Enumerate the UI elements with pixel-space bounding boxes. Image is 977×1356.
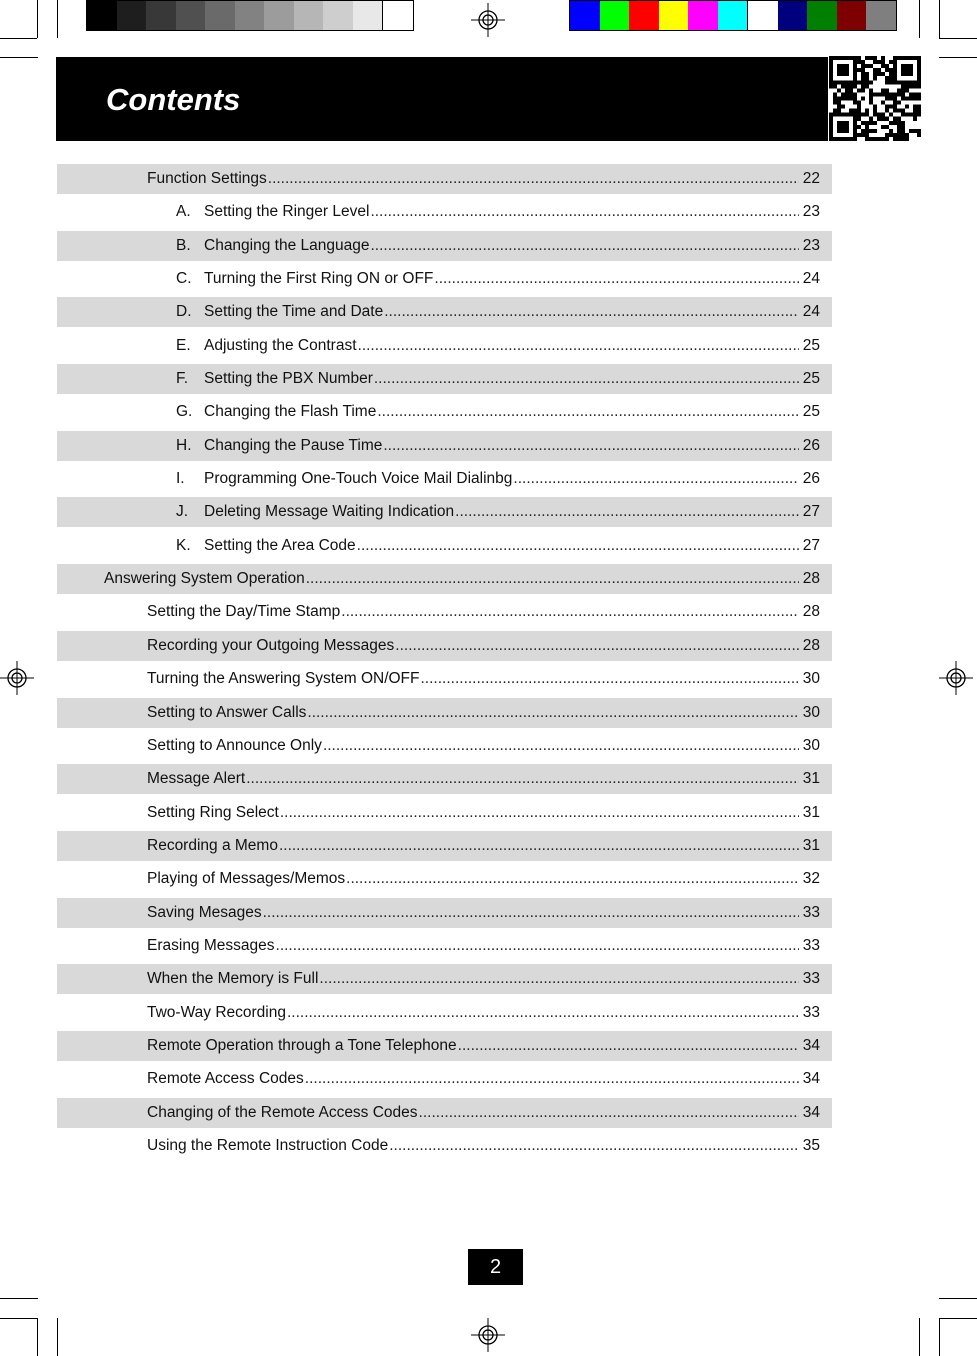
toc-entry-title: Answering System Operation [104,570,305,588]
dot-leader [268,170,799,188]
toc-entry-title: Changing the Language [204,236,370,254]
color-swatch [235,1,265,30]
crop-mark [0,57,38,58]
toc-entry-title: Erasing Messages [147,936,275,954]
toc-entry[interactable] [57,297,832,327]
crop-mark [939,0,940,38]
toc-entry-title: Changing the Flash Time [204,403,377,421]
toc-entry[interactable] [57,431,832,461]
dot-leader [357,537,799,555]
crop-mark [919,0,920,38]
toc-entry-page: 25 [802,370,820,388]
toc-entry-letter: E. [176,336,191,354]
crop-mark [939,38,977,39]
table-of-contents [57,164,832,1164]
toc-entry-title: Remote Operation through a Tone Telephone [147,1036,457,1054]
toc-entry-letter: F. [176,370,189,388]
toc-entry-title: Setting to Answer Calls [147,703,307,721]
toc-entry-page: 23 [802,236,820,254]
dot-leader [319,970,799,988]
crop-mark [919,1318,920,1356]
crop-mark [939,1318,977,1319]
toc-entry-page: 27 [802,503,820,521]
dot-leader [383,437,799,455]
dot-leader [458,1037,799,1055]
toc-entry[interactable] [57,264,832,294]
toc-entry[interactable] [57,397,832,427]
toc-entry-page: 30 [802,670,820,688]
color-swatch [778,1,808,30]
toc-entry[interactable] [57,1064,832,1094]
color-swatch [117,1,147,30]
dot-leader [513,470,799,488]
toc-entry-title: Setting the PBX Number [204,370,373,388]
color-swatch [866,1,896,30]
toc-entry-page: 33 [802,970,820,988]
dot-leader [305,1070,799,1088]
dot-leader [389,1137,799,1155]
color-swatch [176,1,206,30]
toc-entry[interactable] [57,1031,832,1061]
toc-entry-letter: B. [176,236,191,254]
toc-entry-page: 31 [802,770,820,788]
color-swatch [718,1,748,30]
toc-entry-page: 34 [802,1103,820,1121]
dot-leader [307,704,799,722]
toc-entry-title: Adjusting the Contrast [204,336,357,354]
crop-mark [939,1318,940,1356]
color-swatch [146,1,176,30]
toc-entry-page: 25 [802,336,820,354]
toc-entry[interactable] [57,931,832,961]
toc-entry[interactable] [57,531,832,561]
dot-leader [419,1104,799,1122]
color-swatch [629,1,659,30]
toc-entry-page: 33 [802,903,820,921]
toc-entry-title: Setting the Area Code [204,536,356,554]
dot-leader [421,670,800,688]
toc-entry-page: 33 [802,1003,820,1021]
toc-entry-page: 28 [802,570,820,588]
color-swatch [600,1,630,30]
color-swatch [659,1,689,30]
toc-entry[interactable] [57,464,832,494]
dot-leader [455,503,799,521]
registration-mark-icon [939,661,973,695]
color-swatch [264,1,294,30]
toc-entry-page: 30 [802,703,820,721]
color-swatch [570,1,600,30]
dot-leader [434,270,799,288]
dot-leader [341,603,799,621]
toc-entry-title: Setting to Announce Only [147,736,322,754]
color-swatch [323,1,353,30]
crop-mark [37,1318,38,1356]
toc-entry[interactable] [57,1098,832,1128]
toc-entry-title: Setting the Time and Date [204,303,384,321]
toc-entry-title: Turning the First Ring ON or OFF [204,270,434,288]
toc-entry-page: 25 [802,403,820,421]
toc-entry[interactable] [57,164,832,194]
toc-entry-page: 30 [802,736,820,754]
toc-entry[interactable] [57,331,832,361]
qr-code-icon [829,56,921,141]
dot-leader [306,570,799,588]
registration-mark-icon [0,661,34,695]
dot-leader [280,804,799,822]
dot-leader [263,904,799,922]
toc-entry[interactable] [57,831,832,861]
toc-entry-letter: H. [176,436,192,454]
toc-entry[interactable] [57,764,832,794]
toc-entry-title: Recording your Outgoing Messages [147,636,395,654]
toc-entry-title: Setting the Day/Time Stamp [147,603,341,621]
toc-entry-page: 33 [802,936,820,954]
color-swatch [353,1,383,30]
toc-entry[interactable] [57,998,832,1028]
toc-entry[interactable] [57,731,832,761]
dot-leader [370,203,799,221]
crop-mark [939,1298,977,1299]
toc-entry-letter: D. [176,303,192,321]
toc-entry-title: Using the Remote Instruction Code [147,1136,389,1154]
toc-entry[interactable] [57,864,832,894]
toc-entry-title: Function Settings [147,170,267,187]
toc-entry-page: 34 [802,1036,820,1054]
page-title: Contents [106,82,241,117]
dot-leader [246,770,799,788]
dot-leader [374,370,799,388]
toc-entry[interactable] [57,631,832,661]
toc-entry-title: Changing of the Remote Access Codes [147,1103,418,1121]
color-swatch [747,1,778,30]
dot-leader [370,237,799,255]
toc-entry-letter: A. [176,203,191,221]
crop-mark [57,1318,58,1356]
toc-entry[interactable] [57,664,832,694]
toc-entry-page: 24 [802,303,820,321]
toc-entry-page: 31 [802,836,820,854]
toc-entry-title: Programming One-Touch Voice Mail Dialinbg [204,470,513,488]
color-swatch [807,1,837,30]
toc-entry-title: Two-Way Recording [147,1003,286,1021]
toc-entry[interactable] [57,231,832,261]
toc-entry-title: Setting Ring Select [147,803,279,821]
toc-entry-title: Recording a Memo [147,836,278,854]
registration-mark-icon [471,1318,505,1352]
toc-entry-title: Playing of Messages/Memos [147,870,346,888]
color-swatch [87,1,117,30]
toc-entry[interactable] [57,1131,832,1161]
toc-entry-letter: J. [176,503,189,521]
toc-entry-letter: I. [176,470,185,488]
toc-entry-page: 35 [802,1136,820,1154]
toc-entry-page: 23 [802,203,820,221]
toc-entry-page: 28 [802,636,820,654]
toc-entry[interactable] [57,964,832,994]
toc-entry-title: Changing the Pause Time [204,436,383,454]
toc-entry[interactable] [57,197,832,227]
dot-leader [279,837,799,855]
dot-leader [377,403,799,421]
crop-mark [37,0,38,38]
color-calibration-bar [569,0,897,31]
toc-entry-page: 27 [802,536,820,554]
toc-entry-letter: C. [176,270,192,288]
toc-entry-title: Turning the Answering System ON/OFF [147,670,420,688]
crop-mark [939,57,977,58]
toc-entry-page: 28 [802,603,820,621]
dot-leader [395,637,799,655]
toc-entry-page: 26 [802,470,820,488]
gray-calibration-bar [86,0,414,31]
toc-entry-title: Setting the Ringer Level [204,203,370,221]
crop-mark [0,38,37,39]
toc-entry[interactable] [57,698,832,728]
toc-entry[interactable] [57,597,832,627]
toc-entry-title: Saving Mesages [147,903,262,921]
dot-leader [346,870,799,888]
crop-mark [0,1298,38,1299]
dot-leader [384,303,799,321]
crop-mark [57,0,58,38]
crop-mark [0,1318,38,1319]
color-swatch [294,1,324,30]
toc-entry[interactable] [57,364,832,394]
toc-entry-page: 32 [802,870,820,888]
toc-entry-page: 34 [802,1070,820,1088]
toc-entry[interactable] [57,898,832,928]
toc-entry-title: Message Alert [147,770,246,788]
color-swatch [205,1,235,30]
toc-entry-letter: G. [176,403,193,421]
color-swatch [382,1,413,30]
color-swatch [688,1,718,30]
color-swatch [837,1,867,30]
registration-mark-icon [471,3,505,37]
toc-entry-title: When the Memory is Full [147,970,319,988]
toc-entry[interactable] [57,497,832,527]
toc-entry-letter: K. [176,536,191,554]
toc-entry[interactable] [57,798,832,828]
page-number: 2 [468,1249,523,1285]
toc-entry-title: Deleting Message Waiting Indication [204,503,455,521]
dot-leader [276,937,799,955]
toc-entry-page: 24 [802,270,820,288]
toc-entry-page: 31 [802,803,820,821]
dot-leader [358,337,799,355]
toc-entry-page: 26 [802,436,820,454]
toc-entry-title: Remote Access Codes [147,1070,304,1088]
dot-leader [287,1004,799,1022]
toc-entry-page: 22 [802,170,820,187]
dot-leader [323,737,799,755]
toc-entry[interactable] [57,564,832,594]
